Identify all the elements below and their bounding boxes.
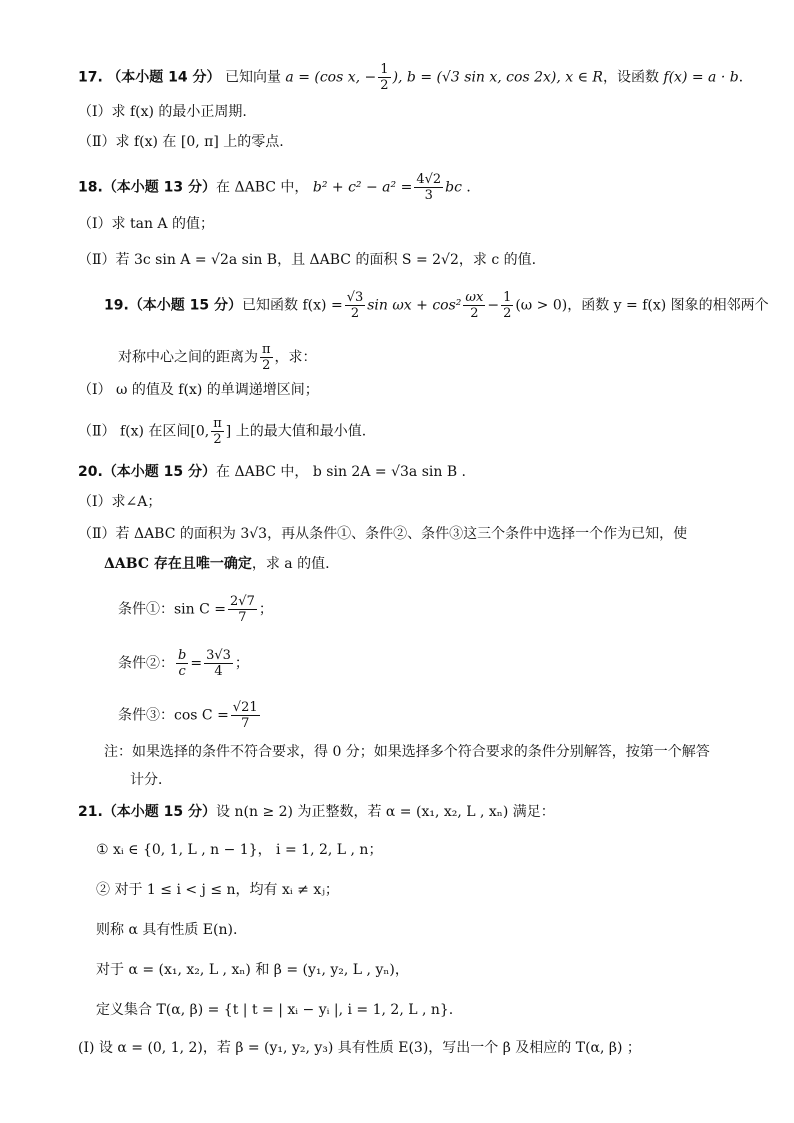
q20-cond2-lhs: $\frac{b}{c}$ <box>178 648 187 679</box>
q17-vec-a: a = (cos x, − <box>285 69 377 86</box>
q17-part1: （Ⅰ）求 f(x) 的最小正周期. <box>78 104 247 120</box>
q21-pair: 对于 α = (x₁, x₂, L , xₙ) 和 β = (y₁, y₂, L , yₙ)， <box>96 962 409 978</box>
q21-points: （本小题 15 分） <box>102 804 217 820</box>
q19-points: （本小题 15 分） <box>128 297 243 314</box>
q20-cond3: 条件③：cos C = $\frac{√21}{7}$ <box>118 700 258 731</box>
q20-cond2-frac: $\frac{3√3}{4}$ <box>206 648 231 679</box>
q20-stem-text: 在 ΔABC 中， b sin 2A = √3a sin B . <box>216 464 467 480</box>
q20-points: （本小题 15 分） <box>102 464 217 480</box>
q17-stem: 17. （本小题 14 分） 已知向量 a = (cos x, − $\frac{1}{2}$ ), b = (√3 sin x, cos 2x), x ∈ R，设函数 f(x) = a · b． <box>78 62 753 93</box>
q20-note-line2: 计分． <box>130 772 172 788</box>
q17-number: 17. <box>78 69 103 86</box>
q18-number: 18. <box>78 179 103 196</box>
q20-cond2: 条件②： $\frac{b}{c}$ = $\frac{3√3}{4}$ ； <box>118 648 249 679</box>
q20-stem <box>78 462 466 482</box>
q17-frac-a: $\frac{1}{2}$ <box>380 62 389 93</box>
q21-stem <box>78 802 555 822</box>
q19-frac2: $\frac{\omega x}{2}$ <box>465 290 484 321</box>
q20-cond3-frac: $\frac{√21}{7}$ <box>232 700 258 731</box>
q19-frac5: $\frac{\pi}{2}$ <box>213 416 222 447</box>
q21-stem-text: 设 n(n ≥ 2) 为正整数，若 α = (x₁, x₂, L , xₙ) 满足： <box>216 804 555 820</box>
q18-stem-a: 在 ΔABC 中， <box>216 179 309 196</box>
q17-stem-a: 已知向量 <box>224 69 281 86</box>
q20-part2-line2: ΔABC 存在且唯一确定，求 a 的值. <box>104 556 330 572</box>
q19-stem-a: 已知函数 f(x) = <box>242 297 343 314</box>
q19-mid1: sin ωx + cos² <box>367 297 462 314</box>
q21-number: 21. <box>78 804 103 820</box>
q17-part2: （Ⅱ）求 f(x) 在 [0, π] 上的零点. <box>78 134 284 150</box>
q18-expr-left: b² + c² − a² = <box>312 179 413 196</box>
q19-stem: 19.（本小题 15 分）已知函数 f(x) = $\frac{√3}{2}$ sin ωx + cos² $\frac{\omega x}{2}$ − $\frac{1}{2}$ (ω > 0)，函数 y = f(x) 图象的相邻两个 <box>104 290 769 321</box>
q20-cond1: 条件①：sin C = $\frac{2√7}{7}$ ； <box>118 594 273 625</box>
q20-number: 20. <box>78 464 103 480</box>
q18-points: （本小题 13 分） <box>102 179 217 196</box>
q18-part2: （Ⅱ）若 3c sin A = √2a sin B，且 ΔABC 的面积 S = 2√2，求 c 的值. <box>78 252 537 268</box>
q18-frac: $\frac{4√2}{3}$ <box>416 172 442 203</box>
q19-part1: （Ⅰ） ω 的值及 f(x) 的单调递增区间； <box>78 382 319 398</box>
q18-expr-right: bc <box>445 179 462 196</box>
q19-frac1: $\frac{√3}{2}$ <box>346 290 364 321</box>
q21-cond1: ① xᵢ ∈ {0, 1, L , n − 1}， i = 1, 2, L , n； <box>96 842 383 858</box>
q19-frac3: $\frac{1}{2}$ <box>503 290 512 321</box>
q20-cond1-frac: $\frac{2√7}{7}$ <box>230 594 255 625</box>
q19-stem-b: (ω > 0)，函数 y = f(x) 图象的相邻两个 <box>515 297 769 314</box>
q20-part1: （Ⅰ）求∠A； <box>78 494 162 510</box>
q21-cond2: ② 对于 1 ≤ i < j ≤ n，均有 xᵢ ≠ xⱼ； <box>96 882 339 898</box>
q19-frac4: $\frac{\pi}{2}$ <box>262 342 271 373</box>
q21-part1: (Ⅰ) 设 α = (0, 1, 2)，若 β = (y₁, y₂, y₃) 具有性质 E(3)，写出一个 β 及相应的 T(α, β) ； <box>78 1040 641 1056</box>
q20-note-line1: 注：如果选择的条件不符合要求，得 0 分；如果选择多个符合要求的条件分别解答，按第一个解答 <box>104 744 710 760</box>
q21-definition: 定义集合 T(α, β) = {t | t = | xᵢ − yᵢ |, i = 1, 2, L , n}. <box>96 1002 454 1018</box>
q18-part1: （Ⅰ）求 tan A 的值； <box>78 216 214 232</box>
q17-points: （本小题 14 分） <box>107 69 221 86</box>
q17-func: f(x) = a · b <box>663 69 739 86</box>
q19-line2: 对称中心之间的距离为 $\frac{\pi}{2}$ ，求： <box>118 342 317 373</box>
q20-part2-line1: （Ⅱ）若 ΔABC 的面积为 3√3，再从条件①、条件②、条件③这三个条件中选择一个作为已知，使 <box>78 526 688 542</box>
q19-part2: （Ⅱ） f(x) 在区间[0, $\frac{\pi}{2}$ ] 上的最大值和最小值. <box>78 416 367 447</box>
q19-number: 19. <box>104 297 129 314</box>
q17-vec-b: ), b = (√3 sin x, cos 2x), x ∈ R <box>392 69 603 86</box>
q18-stem: 18.（本小题 13 分）在 ΔABC 中， b² + c² − a² = $\frac{4√2}{3}$ bc ． <box>78 172 481 203</box>
q21-property: 则称 α 具有性质 E(n). <box>96 922 238 938</box>
q17-stem-b: ，设函数 <box>602 69 659 86</box>
